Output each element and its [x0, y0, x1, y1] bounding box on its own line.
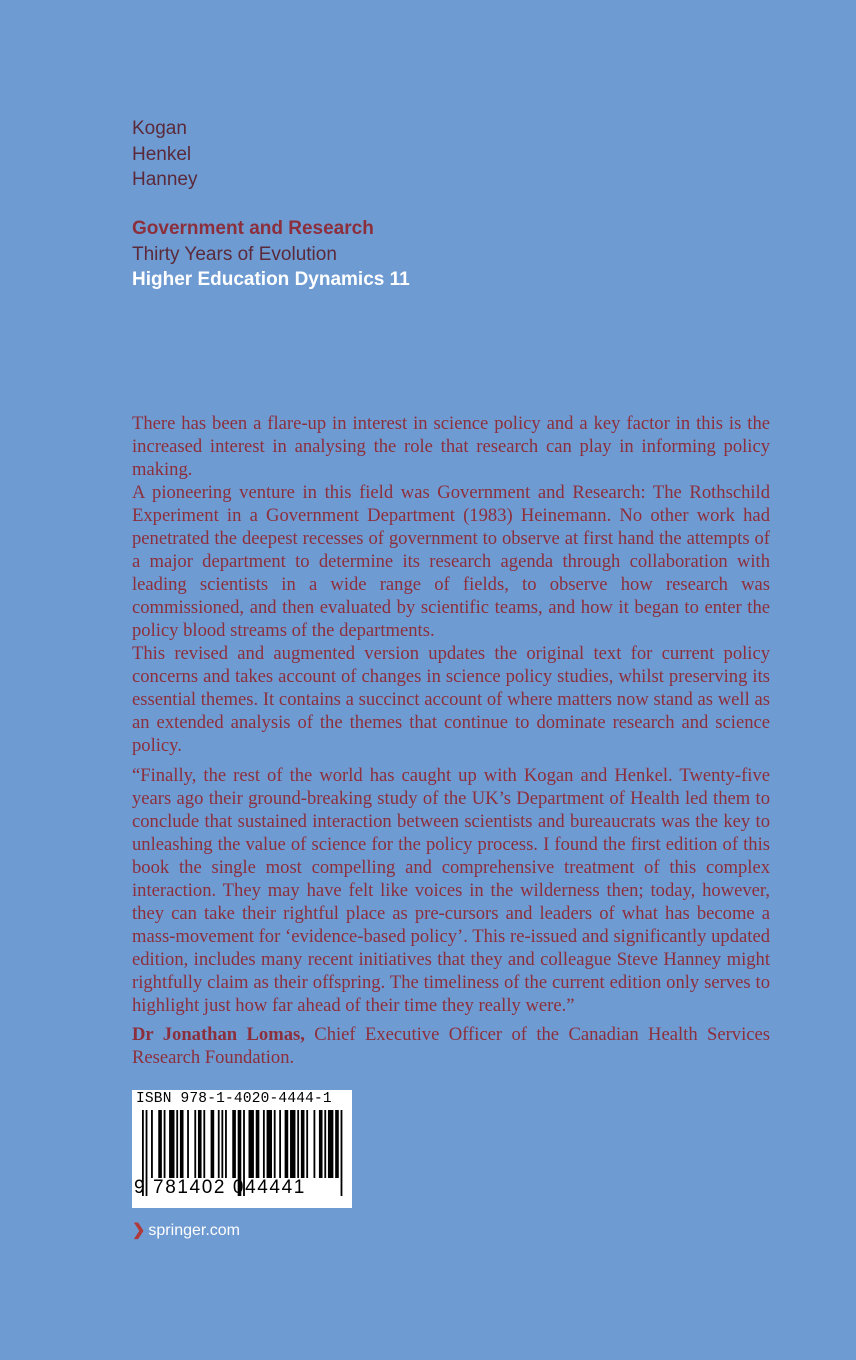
chevron-right-icon: ❯ — [132, 1222, 146, 1239]
ean-digits: 9 781402 044441 — [134, 1177, 306, 1198]
author-name: Kogan — [132, 118, 187, 139]
book-subtitle: Thirty Years of Evolution — [132, 243, 337, 265]
title-block — [132, 216, 410, 293]
author-name: Henkel — [132, 143, 192, 165]
endorsement-quote — [132, 764, 770, 1069]
description-paragraph: There has been a flare-up in interest in science policy and a key factor in this is the increased interest in analysing the role that research can play in informing policy making. — [132, 413, 770, 480]
isbn-number: ISBN 978-1-4020-4444-1 — [136, 1091, 332, 1107]
quote-text: “Finally, the rest of the world has caught up with Kogan and Henkel. Twenty-five years ago their ground-breaking study of the UK’s Department of Health led them to conclude that sustained interaction between scientists and bureaucrats was the key to unleashing the value of science for the policy process. I found the first edition of this book the single most compelling and comprehensive treatment of this complex interaction. They may have felt like voices in the wilderness then; today, however, they can take their rightful place as pre-cursors and leaders of what has become a mass-movement for ‘evidence-based policy’. This re-issued and significantly updated edition, includes many recent initiatives that they and colleague Steve Hanney might rightfully claim as their offspring. The timeliness of the current edition only serves to highlight just how far ahead of their time they really were.” — [132, 765, 770, 1016]
book-title: Government and Research — [132, 218, 374, 239]
description-text — [132, 412, 770, 757]
quote-attribution — [132, 1023, 770, 1069]
description-paragraph: This revised and augmented version updates the original text for current policy concerns and takes account of changes in science policy studies, whilst preserving its essential themes. It contains a succinct account of where matters now stand as well as an extended analysis of the themes that continue to dominate research and science policy. — [132, 643, 770, 756]
quote-author: Dr Jonathan Lomas, — [132, 1024, 305, 1045]
authors-block — [132, 116, 198, 193]
series-title: Higher Education Dynamics 11 — [132, 269, 410, 290]
isbn-barcode — [132, 1090, 352, 1208]
publisher-website[interactable] — [132, 1220, 240, 1240]
author-name: Hanney — [132, 169, 198, 190]
quote-affiliation: Chief Executive Officer of the Canadian Health Services Research Foundation. — [132, 1024, 770, 1068]
description-paragraph: A pioneering venture in this field was Government and Research: The Rothschild Experiment in a Government Department (1983) Heinemann. No other work had penetrated the deepest recesses of government to observe at first hand the attempts of a major department to determine its research agenda through collaboration with leading scientists in a wide range of fields, to observe how research was commissioned, and then evaluated by scientific teams, and how it began to enter the policy blood streams of the departments. — [132, 482, 770, 641]
website-link[interactable]: springer.com — [148, 1222, 240, 1239]
